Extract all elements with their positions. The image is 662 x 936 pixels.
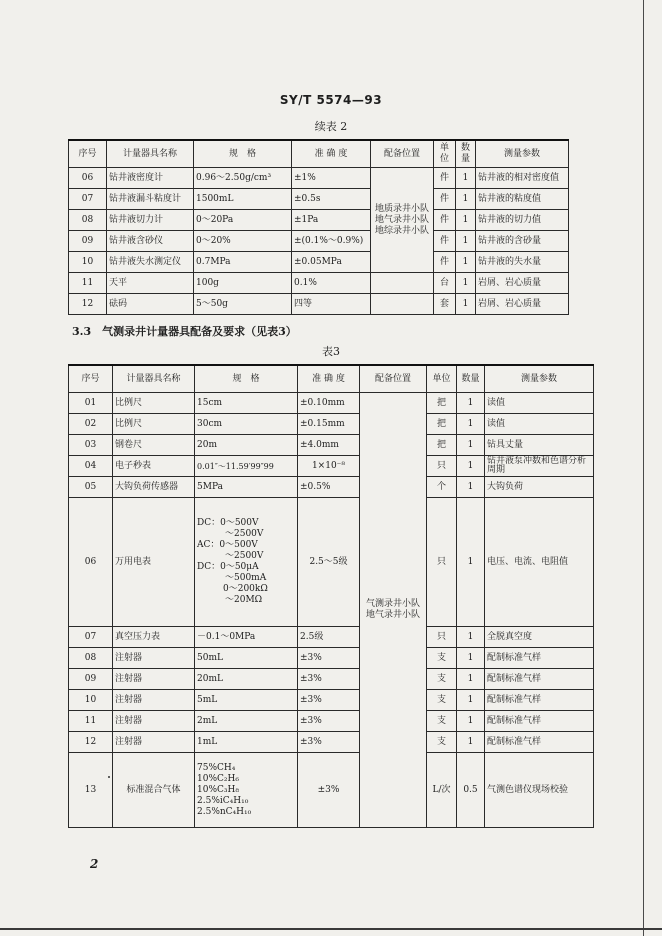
cell-name: 比例尺 xyxy=(113,393,195,414)
table-row xyxy=(69,252,569,273)
cell-no: 05 xyxy=(69,477,113,498)
cell-param: 钻井液的失水量 xyxy=(476,252,569,273)
placement-line: 地综录井小队 xyxy=(374,225,429,236)
cell-no: 01 xyxy=(69,393,113,414)
cell-qty: 1 xyxy=(457,456,485,477)
table-row xyxy=(69,669,594,690)
table-row xyxy=(69,648,594,669)
cell-spec: 5mL xyxy=(195,690,298,711)
cell-name: 注射器 xyxy=(113,648,195,669)
t3-placement-cell xyxy=(360,393,427,828)
cell-spec: 20mL xyxy=(195,669,298,690)
cell-accuracy: 四等 xyxy=(292,294,371,315)
cell-param: 配制标准气样 xyxy=(485,648,594,669)
cell-accuracy: ±3% xyxy=(298,753,360,828)
cell-accuracy: ±3% xyxy=(298,690,360,711)
cell-no: 12 xyxy=(69,732,113,753)
spec-line: 75%CH₄ xyxy=(197,762,236,773)
cell-name: 砝码 xyxy=(107,294,194,315)
cell-unit: 支 xyxy=(427,648,457,669)
cell-unit: 把 xyxy=(427,435,457,456)
spec-line: ～500mA xyxy=(225,573,267,583)
t2-header-placement: 配备位置 xyxy=(371,140,434,168)
standard-code: SY/T 5574—93 xyxy=(279,93,383,107)
cell-param: 配制标准气样 xyxy=(485,732,594,753)
cell-accuracy: ±1Pa xyxy=(292,210,371,231)
cell-unit: 只 xyxy=(427,498,457,627)
spec-line: ～2500V xyxy=(225,529,264,539)
cell-accuracy: ±0.10mm xyxy=(298,393,360,414)
cell-name: 注射器 xyxy=(113,732,195,753)
cell-unit: 套 xyxy=(434,294,456,315)
t3-header-name: 计量器具名称 xyxy=(113,365,195,393)
cell-qty: 1 xyxy=(456,189,476,210)
cell-name: 钢卷尺 xyxy=(113,435,195,456)
table2 xyxy=(68,139,569,315)
t3-header-qty: 数量 xyxy=(457,365,485,393)
cell-qty: 1 xyxy=(457,498,485,627)
cell-param: 读值 xyxy=(485,393,594,414)
table-row xyxy=(69,189,569,210)
table-row xyxy=(69,294,569,315)
cell-accuracy: ±3% xyxy=(298,732,360,753)
cell-qty: 1 xyxy=(456,252,476,273)
page-edge-right xyxy=(643,0,644,936)
cell-name: 电子秒表 xyxy=(113,456,195,477)
cell-param: 钻井液泵冲数和色谱分析周期 xyxy=(485,456,594,477)
cell-name: 钻井液漏斗粘度计 xyxy=(107,189,194,210)
table2-caption: 续表 2 xyxy=(314,120,348,133)
cell-qty: 1 xyxy=(457,414,485,435)
cell-accuracy: ±3% xyxy=(298,669,360,690)
cell-qty: 1 xyxy=(457,648,485,669)
cell-name: 标准混合气体 xyxy=(113,753,195,828)
t2-header-unit: 单位 xyxy=(434,140,456,168)
spec-line: ～20MΩ xyxy=(225,595,263,605)
cell-no: 11 xyxy=(69,273,107,294)
cell-param: 全脱真空度 xyxy=(485,627,594,648)
cell-param: 钻具丈量 xyxy=(485,435,594,456)
table-row xyxy=(69,168,569,189)
cell-spec: －0.1～0MPa xyxy=(195,627,298,648)
cell-accuracy: ±1% xyxy=(292,168,371,189)
cell-name: 注射器 xyxy=(113,690,195,711)
cell-param: 钻井液的相对密度值 xyxy=(476,168,569,189)
cell-name: 钻井液切力计 xyxy=(107,210,194,231)
cell-param: 气测色谱仪现场校验 xyxy=(485,753,594,828)
cell-spec: 0.01″～11.59′99″99 xyxy=(195,456,298,477)
cell-spec: 20m xyxy=(195,435,298,456)
cell-unit: 只 xyxy=(427,456,457,477)
cell-unit: 件 xyxy=(434,231,456,252)
table-row xyxy=(69,393,594,414)
table-row xyxy=(69,210,569,231)
table-row xyxy=(69,753,594,828)
cell-qty: 1 xyxy=(457,393,485,414)
cell-qty: 1 xyxy=(457,669,485,690)
cell-unit: 支 xyxy=(427,711,457,732)
cell-no: 02 xyxy=(69,414,113,435)
cell-no: 03 xyxy=(69,435,113,456)
cell-param: 电压、电流、电阻值 xyxy=(485,498,594,627)
cell-no: 08 xyxy=(69,648,113,669)
table-row xyxy=(69,273,569,294)
cell-spec: 1mL xyxy=(195,732,298,753)
cell-no: 11 xyxy=(69,711,113,732)
cell-qty: 0.5 xyxy=(457,753,485,828)
t2-header-no: 序号 xyxy=(69,140,107,168)
cell-accuracy: 2.5～5级 xyxy=(298,498,360,627)
cell-qty: 1 xyxy=(457,435,485,456)
cell-unit: 件 xyxy=(434,189,456,210)
table3 xyxy=(68,364,594,828)
cell-placement-empty xyxy=(371,273,434,294)
cell-unit: 支 xyxy=(427,669,457,690)
cell-unit: 只 xyxy=(427,627,457,648)
spec-line: 10%C₃H₈ xyxy=(197,784,239,795)
t2-header-qty: 数量 xyxy=(456,140,476,168)
cell-param: 读值 xyxy=(485,414,594,435)
table-row xyxy=(69,690,594,711)
cell-qty: 1 xyxy=(457,477,485,498)
cell-name: 注射器 xyxy=(113,669,195,690)
table-row xyxy=(69,498,594,627)
cell-spec: 2mL xyxy=(195,711,298,732)
cell-no: 07 xyxy=(69,627,113,648)
spec-line: DC：0～50μA xyxy=(197,562,259,572)
table-row xyxy=(69,732,594,753)
cell-accuracy: ±0.05MPa xyxy=(292,252,371,273)
cell-spec: 5～50g xyxy=(194,294,292,315)
table-row xyxy=(69,711,594,732)
cell-param: 钻井液的粘度值 xyxy=(476,189,569,210)
cell-param: 配制标准气样 xyxy=(485,690,594,711)
cell-qty: 1 xyxy=(456,273,476,294)
cell-param: 配制标准气样 xyxy=(485,669,594,690)
cell-placement-empty xyxy=(371,294,434,315)
cell-spec: 100g xyxy=(194,273,292,294)
table3-caption: 表3 xyxy=(322,345,340,358)
cell-spec: 0～20Pa xyxy=(194,210,292,231)
spec-line: 0～200kΩ xyxy=(223,584,268,594)
cell-spec-multiline xyxy=(195,498,298,627)
section-title: 3.3 气测录井计量器具配备及要求（见表3） xyxy=(72,325,297,338)
cell-unit: 支 xyxy=(427,732,457,753)
cell-unit: 把 xyxy=(427,393,457,414)
spec-line: 2.5%iC₄H₁₀ xyxy=(197,795,249,806)
spec-line: AC：0～500V xyxy=(197,540,258,550)
cell-name: 天平 xyxy=(107,273,194,294)
cell-param: 配制标准气样 xyxy=(485,711,594,732)
spec-line: 10%C₂H₆ xyxy=(197,773,239,784)
cell-name: 钻井液含砂仪 xyxy=(107,231,194,252)
cell-unit: 支 xyxy=(427,690,457,711)
cell-no: 06 xyxy=(69,168,107,189)
scan-speck xyxy=(108,776,110,778)
cell-qty: 1 xyxy=(457,711,485,732)
cell-spec: 0～20% xyxy=(194,231,292,252)
cell-accuracy: ±(0.1%～0.9%) xyxy=(292,231,371,252)
cell-no: 08 xyxy=(69,210,107,231)
cell-spec-multiline xyxy=(195,753,298,828)
cell-accuracy: ±0.5% xyxy=(298,477,360,498)
spec-line: DC：0～500V xyxy=(197,518,259,528)
cell-qty: 1 xyxy=(456,231,476,252)
cell-accuracy: ±4.0mm xyxy=(298,435,360,456)
cell-name: 万用电表 xyxy=(113,498,195,627)
cell-no: 09 xyxy=(69,669,113,690)
cell-no: 09 xyxy=(69,231,107,252)
cell-accuracy: 0.1% xyxy=(292,273,371,294)
spec-line: ～2500V xyxy=(225,551,264,561)
cell-spec: 1500mL xyxy=(194,189,292,210)
cell-unit: 个 xyxy=(427,477,457,498)
cell-spec: 0.96～2.50g/cm³ xyxy=(194,168,292,189)
cell-no: 10 xyxy=(69,252,107,273)
cell-accuracy: ±0.15mm xyxy=(298,414,360,435)
cell-no: 10 xyxy=(69,690,113,711)
placement-line: 地质录井小队 xyxy=(374,203,429,214)
cell-name: 大钩负荷传感器 xyxy=(113,477,195,498)
placement-line: 气测录井小队 xyxy=(365,599,420,609)
cell-accuracy: ±0.5s xyxy=(292,189,371,210)
cell-spec: 0.7MPa xyxy=(194,252,292,273)
t3-header-no: 序号 xyxy=(69,365,113,393)
cell-spec: 50mL xyxy=(195,648,298,669)
t3-header-unit: 单位 xyxy=(427,365,457,393)
cell-qty: 1 xyxy=(456,168,476,189)
cell-no: 13 xyxy=(69,753,113,828)
cell-no: 04 xyxy=(69,456,113,477)
page-number: 2 xyxy=(90,857,99,871)
t3-header-spec: 规 格 xyxy=(195,365,298,393)
cell-unit: L/次 xyxy=(427,753,457,828)
cell-unit: 件 xyxy=(434,168,456,189)
t2-placement-cell xyxy=(371,168,434,273)
cell-no: 06 xyxy=(69,498,113,627)
cell-name: 真空压力表 xyxy=(113,627,195,648)
cell-qty: 1 xyxy=(457,732,485,753)
placement-line: 地气录井小队 xyxy=(374,214,429,225)
cell-param: 钻井液的切力值 xyxy=(476,210,569,231)
cell-name: 比例尺 xyxy=(113,414,195,435)
cell-param: 岩屑、岩心质量 xyxy=(476,273,569,294)
cell-unit: 把 xyxy=(427,414,457,435)
spec-line: 2.5%nC₄H₁₀ xyxy=(197,806,252,817)
cell-no: 12 xyxy=(69,294,107,315)
table-row xyxy=(69,435,594,456)
cell-no: 07 xyxy=(69,189,107,210)
table-row xyxy=(69,456,594,477)
cell-spec: 5MPa xyxy=(195,477,298,498)
placement-line: 地气录井小队 xyxy=(365,610,420,620)
cell-unit: 件 xyxy=(434,252,456,273)
cell-param: 钻井液的含砂量 xyxy=(476,231,569,252)
t2-header-name: 计量器具名称 xyxy=(107,140,194,168)
cell-accuracy: ±3% xyxy=(298,711,360,732)
cell-qty: 1 xyxy=(457,690,485,711)
cell-name: 钻井液密度计 xyxy=(107,168,194,189)
page-edge-bottom xyxy=(0,928,662,930)
t3-header-accuracy: 准 确 度 xyxy=(298,365,360,393)
table-row xyxy=(69,414,594,435)
t2-header-spec: 规 格 xyxy=(194,140,292,168)
cell-spec: 15cm xyxy=(195,393,298,414)
t3-header-placement: 配备位置 xyxy=(360,365,427,393)
table-row xyxy=(69,627,594,648)
cell-accuracy: 2.5级 xyxy=(298,627,360,648)
cell-spec: 30cm xyxy=(195,414,298,435)
table-row xyxy=(69,477,594,498)
table-row xyxy=(69,231,569,252)
t2-header-accuracy: 准 确 度 xyxy=(292,140,371,168)
cell-unit: 台 xyxy=(434,273,456,294)
cell-unit: 件 xyxy=(434,210,456,231)
cell-name: 钻井液失水测定仪 xyxy=(107,252,194,273)
cell-param: 岩屑、岩心质量 xyxy=(476,294,569,315)
cell-param: 大钩负荷 xyxy=(485,477,594,498)
t3-header-param: 测量参数 xyxy=(485,365,594,393)
cell-qty: 1 xyxy=(457,627,485,648)
cell-accuracy: 1×10⁻⁸ xyxy=(298,456,360,477)
cell-qty: 1 xyxy=(456,210,476,231)
cell-name: 注射器 xyxy=(113,711,195,732)
cell-accuracy: ±3% xyxy=(298,648,360,669)
cell-qty: 1 xyxy=(456,294,476,315)
t2-header-param: 测量参数 xyxy=(476,140,569,168)
